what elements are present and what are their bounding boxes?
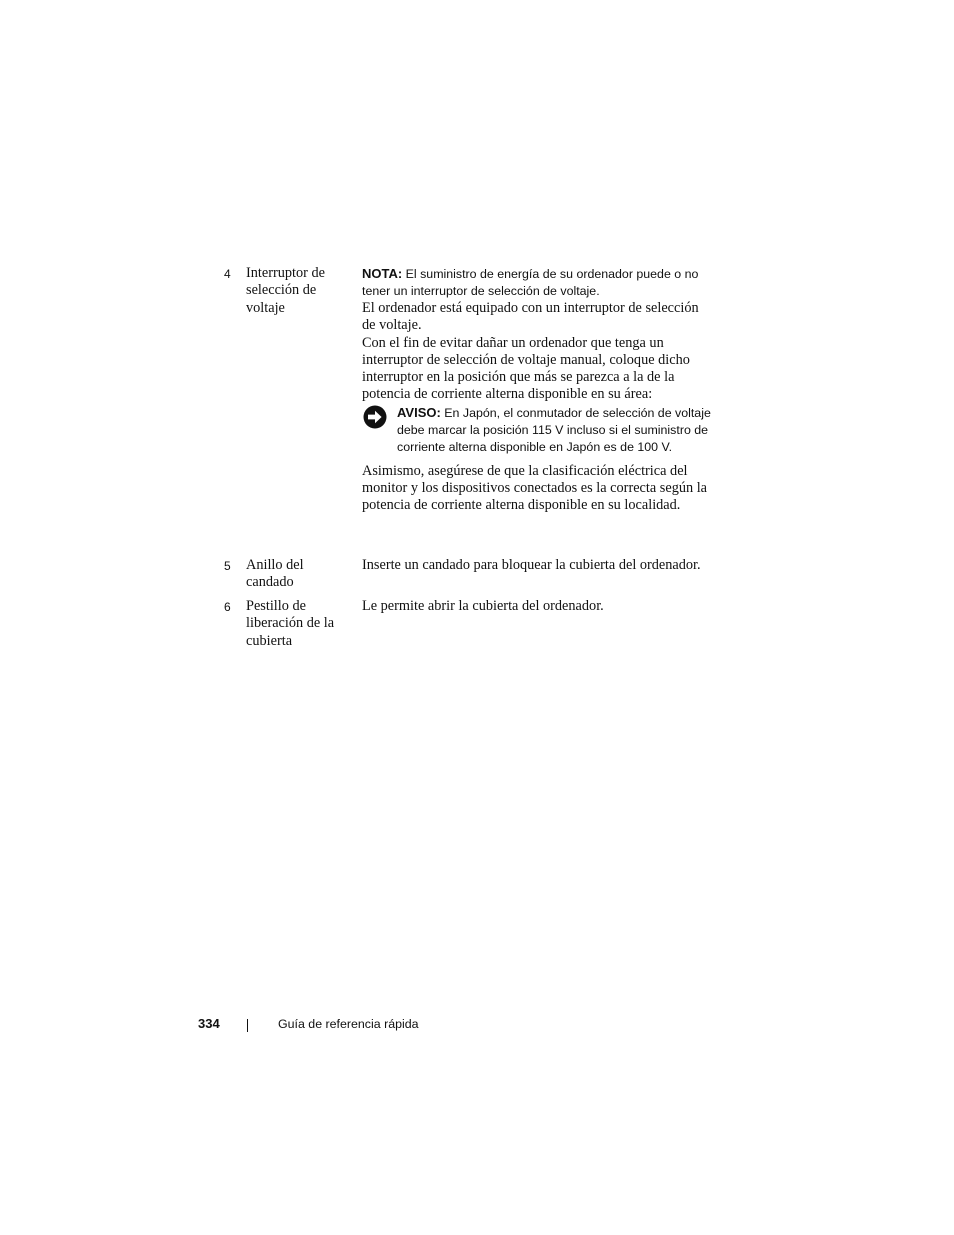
guide-title: Guía de referencia rápida [278,1017,419,1031]
row-description: Inserte un candado para bloquear la cubierta del ordenador. [362,557,701,573]
aviso-text: En Japón, el conmutador de selección de voltaje debe marcar la posición 115 V incluso si el suministro de corriente alterna disponible en Japón es de 100 V. [397,405,711,454]
row-number: 5 [224,559,231,573]
footer-separator [247,1019,248,1032]
page-number: 334 [198,1016,220,1031]
note [362,265,714,300]
row-description: Le permite abrir la cubierta del ordenador. [362,598,604,614]
page-footer [0,1015,954,1035]
paragraph: El ordenador está equipado con un interruptor de selección de voltaje. [362,300,699,334]
note-label: NOTA: [362,266,403,281]
row-number: 6 [224,600,231,614]
row-number: 4 [224,267,231,281]
paragraph: Con el fin de evitar dañar un ordenador que tenga un interruptor de selección de voltaje manual, coloque dicho interruptor en la posición que más se parezca a la de la potencia de corriente alterna disponible en su área: [362,334,690,403]
note-text: El suministro de energía de su ordenador puede o no tener un interruptor de selección de voltaje. [362,267,699,298]
aviso-notice [362,404,714,456]
row-label: Pestillo de liberación de la cubierta [246,598,335,649]
notice-arrow-icon [363,405,387,429]
row-label: Interruptor de selección de voltaje [246,265,325,316]
row-label: Anillo del candado [246,557,304,591]
row-description [362,265,714,515]
paragraph: Asimismo, asegúrese de que la clasificación eléctrica del monitor y los dispositivos conectados es la correcta según la potencia de corriente alterna disponible en su localidad. [362,462,708,514]
aviso-label: AVISO: [397,404,441,420]
